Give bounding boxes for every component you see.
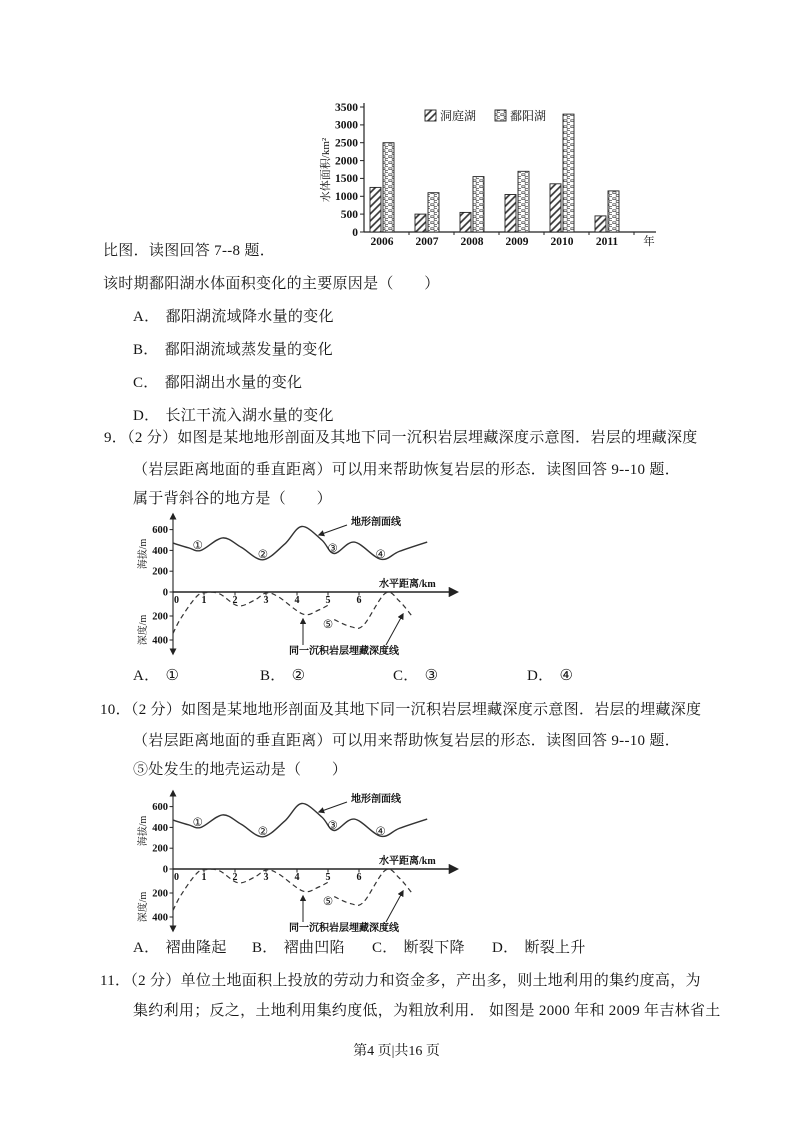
terrain-line-label: 地形剖面线 <box>351 517 401 528</box>
y-axis-title: 水体面积/km² <box>320 137 332 203</box>
option-label: A． <box>133 309 160 325</box>
x-tick-label: 2 <box>232 872 238 883</box>
x-tick-label: 2009 <box>505 236 529 247</box>
q8-option-c <box>133 373 302 393</box>
x-tick-label: 6 <box>356 872 362 883</box>
elevation-tick-label: 400 <box>152 822 168 834</box>
point-marker: ② <box>257 548 269 561</box>
legend-label: 鄱阳湖 <box>510 109 547 123</box>
option-label: B． <box>260 668 286 684</box>
option-text: 断裂下降 <box>403 940 465 956</box>
option-text: 褶曲凹陷 <box>283 940 345 956</box>
x-tick-label: 4 <box>294 595 300 606</box>
elevation-axis-title: 海拔/m <box>138 538 149 570</box>
x-tick-label: 0 <box>174 872 179 883</box>
option-text: 长江干流入湖水量的变化 <box>165 408 334 424</box>
bar-鄱阳湖-2010 <box>563 114 574 232</box>
x-tick-label: 2008 <box>460 236 484 247</box>
bar-鄱阳湖-2009 <box>518 171 529 232</box>
terrain-profile-diagram-q10 <box>133 781 465 939</box>
bar-洞庭湖-2008 <box>460 212 471 232</box>
y-tick-label: 3500 <box>335 101 358 114</box>
terrain-profile-line <box>173 803 427 836</box>
fault-point-marker: ⑤ <box>322 619 334 632</box>
x-tick-label: 6 <box>356 595 362 606</box>
elevation-tick-label: 0 <box>162 864 168 876</box>
bar-洞庭湖-2006 <box>370 187 381 232</box>
option-label: D． <box>133 408 160 424</box>
option-label: C． <box>393 668 419 684</box>
lake-area-bar-chart <box>318 95 663 247</box>
q11-stem-line1: 11．（2 分）单位土地面积上投放的劳动力和资金多，产出多，则土地利用的集约度高，为 <box>100 973 701 989</box>
option-label: A． <box>133 668 160 684</box>
terrain-profile-diagram-q9 <box>133 504 465 662</box>
point-marker: ③ <box>327 820 338 833</box>
terrain-line-label: 地形剖面线 <box>351 794 401 805</box>
bar-洞庭湖-2011 <box>595 216 606 232</box>
terrain-profile-line <box>173 526 427 559</box>
q9-stem-line3: 属于背斜谷的地方是（ ） <box>133 491 332 507</box>
q10-option-a <box>133 938 227 958</box>
elevation-tick-label: 600 <box>152 802 168 814</box>
bar-洞庭湖-2007 <box>415 214 426 232</box>
x-tick-label: 4 <box>294 872 300 883</box>
x-tick-label: 2006 <box>370 236 394 247</box>
x-tick-label: 5 <box>325 872 331 883</box>
point-marker: ④ <box>375 825 386 838</box>
y-tick-label: 0 <box>352 226 358 239</box>
rock-layer-line-label: 同一沉积岩层埋藏深度线 <box>289 646 399 657</box>
q9-option-d <box>527 666 573 686</box>
bar-鄱阳湖-2011 <box>608 191 619 232</box>
option-text: ④ <box>559 668 574 684</box>
depth-axis-title: 深度/m <box>138 891 149 923</box>
option-label: C． <box>133 375 159 391</box>
option-label: D． <box>527 668 554 684</box>
q10-stem-line1: 10．（2 分）如图是某地地形剖面及其地下同一沉积岩层埋藏深度示意图．岩层的埋藏深度 <box>100 702 702 718</box>
x-tick-label: 2010 <box>550 236 574 247</box>
depth-tick-label: 200 <box>152 611 168 623</box>
option-text: 鄱阳湖流域降水量的变化 <box>165 309 334 325</box>
bar-洞庭湖-2010 <box>550 184 561 232</box>
q10-stem-line3: ⑤处发生的地壳运动是（ ） <box>133 762 348 778</box>
option-label: B． <box>133 342 159 358</box>
q8-option-d <box>133 406 334 426</box>
x-unit-label: 年 <box>643 236 655 247</box>
depth-tick-label: 400 <box>152 635 168 647</box>
q10-option-b <box>252 938 345 958</box>
option-text: ② <box>291 668 306 684</box>
q11-stem-line2: 集约利用；反之，土地利用集约度低，为粗放利用． 如图是 2000 年和 2009 年吉林省土 <box>133 1003 721 1019</box>
depth-tick-label: 200 <box>152 888 168 900</box>
terrain-profile-svg <box>133 504 465 662</box>
option-label: D． <box>492 940 519 956</box>
point-marker: ① <box>192 540 203 552</box>
q9-stem-line2: （岩层距离地面的垂直距离）可以用来帮助恢复岩层的形态．读图回答 9--10 题． <box>133 462 680 478</box>
q9-option-a <box>133 666 179 686</box>
option-text: 断裂上升 <box>524 940 586 956</box>
bar-鄱阳湖-2007 <box>428 193 439 232</box>
x-tick-label: 1 <box>201 595 207 606</box>
x-axis-title: 水平距离/km <box>379 856 436 867</box>
elevation-tick-label: 0 <box>162 587 168 599</box>
x-tick-label: 3 <box>263 872 269 883</box>
x-tick-label: 2011 <box>595 236 619 247</box>
option-text: 鄱阳湖流域蒸发量的变化 <box>164 342 333 358</box>
point-marker: ② <box>257 825 269 838</box>
rock-layer-depth-line <box>334 592 413 628</box>
fault-point-marker: ⑤ <box>322 896 334 909</box>
q10-option-d <box>492 938 586 958</box>
option-text: ① <box>165 668 180 684</box>
q8-option-a <box>133 307 334 327</box>
point-marker: ③ <box>327 543 338 556</box>
q8-stem: 该时期鄱阳湖水体面积变化的主要原因是（ ） <box>103 276 440 292</box>
terrain-profile-svg <box>133 781 465 939</box>
rock-layer-depth-line <box>173 869 328 910</box>
rock-layer-depth-line <box>334 869 413 905</box>
elevation-tick-label: 600 <box>152 525 168 537</box>
rock-layer-line-label: 同一沉积岩层埋藏深度线 <box>289 923 399 934</box>
rock-layer-depth-line <box>173 592 328 633</box>
legend-swatch-hatch <box>425 110 436 121</box>
option-text: ③ <box>424 668 439 684</box>
option-text: 鄱阳湖出水量的变化 <box>164 375 303 391</box>
elevation-tick-label: 200 <box>152 843 168 855</box>
q10-option-c <box>372 938 465 958</box>
x-tick-label: 1 <box>201 872 207 883</box>
bar-鄱阳湖-2006 <box>383 143 394 232</box>
x-tick-label: 2007 <box>415 236 439 247</box>
elevation-tick-label: 400 <box>152 545 168 557</box>
y-tick-label: 1000 <box>335 191 358 204</box>
depth-tick-label: 400 <box>152 912 168 924</box>
point-marker: ④ <box>375 548 386 561</box>
bar-chart-svg <box>318 95 663 247</box>
y-tick-label: 500 <box>340 208 358 221</box>
y-tick-label: 2000 <box>335 155 358 168</box>
x-tick-label: 5 <box>325 595 331 606</box>
q10-stem-line2: （岩层距离地面的垂直距离）可以用来帮助恢复岩层的形态．读图回答 9--10 题． <box>133 733 680 749</box>
x-tick-label: 2 <box>232 595 238 606</box>
option-label: A． <box>133 940 160 956</box>
q9-option-c <box>393 666 438 686</box>
x-tick-label: 3 <box>263 595 269 606</box>
elevation-tick-label: 200 <box>152 566 168 578</box>
legend-label: 洞庭湖 <box>440 109 477 123</box>
legend-swatch-dots <box>495 110 506 121</box>
y-tick-label: 3000 <box>335 119 358 132</box>
option-label: C． <box>372 940 398 956</box>
page-number-footer: 第4 页|共16 页 <box>353 1044 440 1059</box>
option-label: B． <box>252 940 278 956</box>
bar-鄱阳湖-2008 <box>473 177 484 232</box>
y-tick-label: 2500 <box>335 137 358 150</box>
elevation-axis-title: 海拔/m <box>138 815 149 847</box>
x-tick-label: 0 <box>174 595 179 606</box>
x-axis-title: 水平距离/km <box>379 579 436 590</box>
q8-option-b <box>133 340 333 360</box>
q9-stem-line1: 9．（2 分）如图是某地地形剖面及其地下同一沉积岩层埋藏深度示意图．岩层的埋藏深度 <box>104 430 698 446</box>
depth-axis-title: 深度/m <box>138 614 149 646</box>
option-text: 褶曲隆起 <box>165 940 227 956</box>
point-marker: ① <box>192 817 203 829</box>
q7-caption: 比图．读图回答 7--8 题． <box>103 243 275 259</box>
y-tick-label: 1500 <box>335 173 358 186</box>
q9-option-b <box>260 666 305 686</box>
bar-洞庭湖-2009 <box>505 195 516 233</box>
